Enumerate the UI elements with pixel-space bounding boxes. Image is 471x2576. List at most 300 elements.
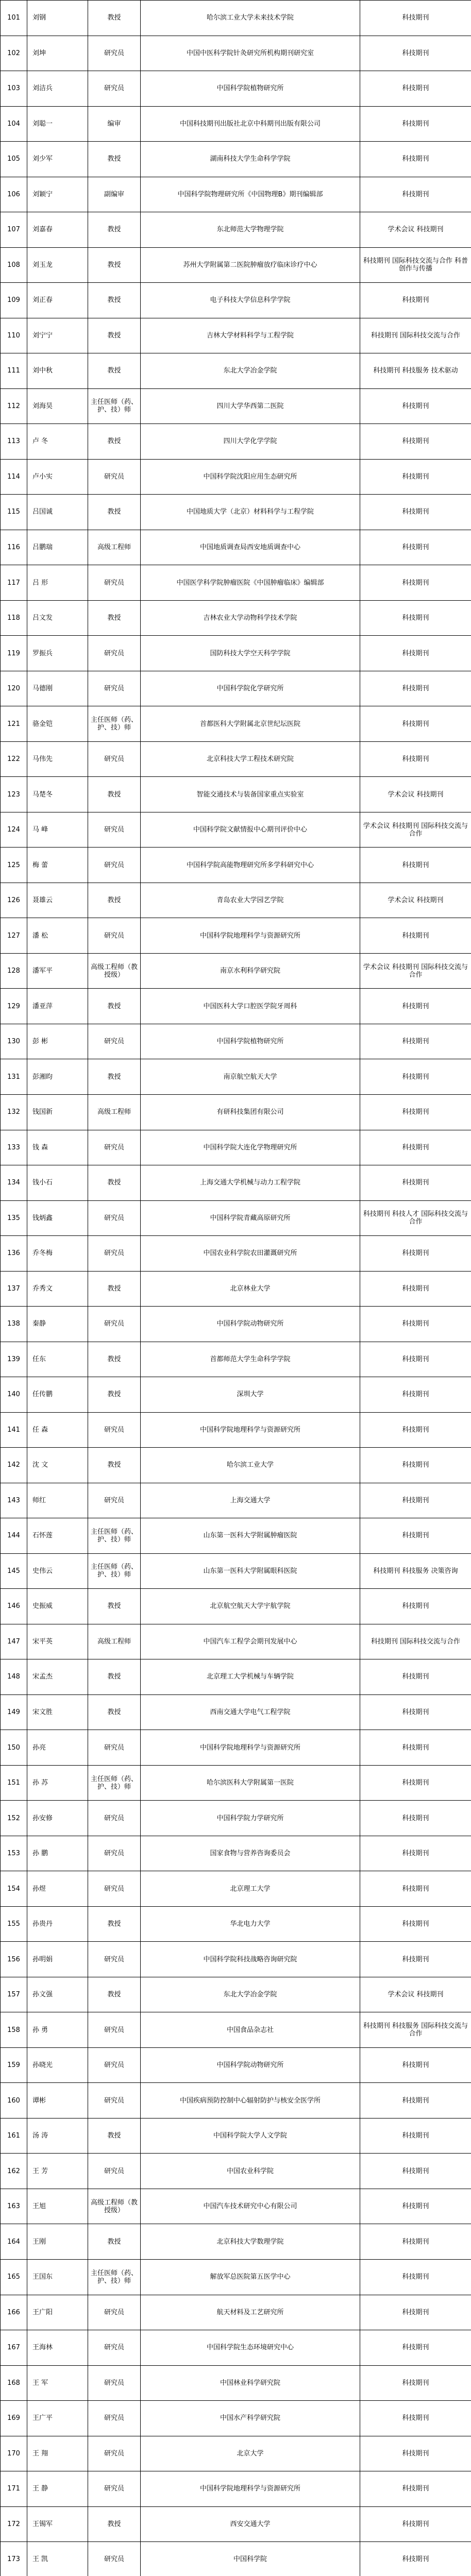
cell-dir: 科技期刊 [360, 1518, 471, 1554]
cell-unit: 中国科学院大学人文学院 [141, 2118, 360, 2154]
cell-dir: 科技期刊 [360, 1165, 471, 1201]
cell-unit: 中国地质大学（北京）材料科学与工程学院 [141, 495, 360, 530]
cell-dir: 科技期刊 [360, 2083, 471, 2119]
cell-name: 任 森 [27, 1412, 88, 1448]
cell-dir: 科技期刊 国际科技交流与合作 [360, 1624, 471, 1659]
cell-dir: 科技期刊 [360, 2436, 471, 2471]
cell-no: 172 [1, 2506, 27, 2542]
cell-no: 155 [1, 1906, 27, 1942]
table-row [1, 883, 471, 918]
cell-unit: 国家食物与营养咨询委员会 [141, 1836, 360, 1871]
table-row [1, 142, 471, 177]
cell-name: 马楚冬 [27, 777, 88, 812]
cell-title: 研究员 [88, 2330, 141, 2366]
cell-name: 钱小石 [27, 1165, 88, 1201]
cell-title: 教授 [88, 777, 141, 812]
cell-title: 研究员 [88, 1024, 141, 1059]
table-row [1, 1589, 471, 1624]
cell-unit: 北京科技大学工程技术研究院 [141, 741, 360, 777]
cell-name: 彭 彬 [27, 1024, 88, 1059]
cell-name: 聂雄云 [27, 883, 88, 918]
cell-unit: 哈尔滨工业大学未来技术学院 [141, 1, 360, 36]
cell-unit: 中国科学院地理科学与资源研究所 [141, 1730, 360, 1766]
table-row [1, 1765, 471, 1801]
cell-dir: 学术会议 科技期刊 [360, 1977, 471, 2012]
cell-name: 钱炳鑫 [27, 1200, 88, 1236]
cell-unit: 中国医科大学口腔医学院牙周科 [141, 989, 360, 1024]
cell-dir: 科技期刊 [360, 1765, 471, 1801]
cell-dir: 科技期刊 [360, 530, 471, 565]
cell-title: 主任医师（药、护、技）师 [88, 1518, 141, 1554]
cell-unit: 深圳大学 [141, 1377, 360, 1413]
cell-dir: 科技期刊 [360, 918, 471, 954]
cell-no: 108 [1, 247, 27, 283]
cell-dir: 科技期刊 科技服务 决策咨询 [360, 1553, 471, 1589]
cell-name: 宋文胜 [27, 1694, 88, 1730]
cell-unit: 湖南科技大学生命科学学院 [141, 142, 360, 177]
cell-no: 157 [1, 1977, 27, 2012]
cell-no: 126 [1, 883, 27, 918]
cell-title: 教授 [88, 283, 141, 318]
cell-title: 高级工程师 [88, 1624, 141, 1659]
cell-title: 研究员 [88, 2542, 141, 2576]
cell-unit: 苏州大学附属第二医院肿瘤放疗临床诊疗中心 [141, 247, 360, 283]
cell-name: 乔冬梅 [27, 1236, 88, 1272]
table-row [1, 2295, 471, 2330]
cell-name: 刘正春 [27, 283, 88, 318]
cell-name: 马德刚 [27, 671, 88, 706]
cell-unit: 中国林业科学研究院 [141, 2365, 360, 2401]
cell-name: 任东 [27, 1342, 88, 1377]
cell-unit: 中国农业科学院农田灌溉研究所 [141, 1236, 360, 1272]
cell-title: 教授 [88, 1448, 141, 1483]
table-row [1, 1271, 471, 1307]
cell-no: 143 [1, 1483, 27, 1518]
cell-unit: 青岛农业大学园艺学院 [141, 883, 360, 918]
cell-unit: 东北大学冶金学院 [141, 1977, 360, 2012]
cell-dir: 科技期刊 [360, 1730, 471, 1766]
cell-title: 研究员 [88, 565, 141, 601]
cell-dir: 科技期刊 [360, 2471, 471, 2507]
cell-no: 112 [1, 388, 27, 424]
cell-unit: 中国科学院动物研究所 [141, 2047, 360, 2083]
cell-title: 研究员 [88, 2295, 141, 2330]
cell-no: 150 [1, 1730, 27, 1766]
table-row [1, 989, 471, 1024]
table-row [1, 2012, 471, 2048]
cell-title: 编审 [88, 106, 141, 142]
cell-title: 研究员 [88, 2471, 141, 2507]
cell-no: 132 [1, 1094, 27, 1130]
cell-title: 副编审 [88, 177, 141, 212]
cell-no: 136 [1, 1236, 27, 1272]
cell-dir: 科技期刊 [360, 2365, 471, 2401]
cell-unit: 哈尔滨医科大学附属第一医院 [141, 1765, 360, 1801]
cell-name: 宋平英 [27, 1624, 88, 1659]
cell-unit: 南京航空航天大学 [141, 1059, 360, 1095]
cell-unit: 中国科学院大连化学物理研究所 [141, 1130, 360, 1165]
cell-no: 162 [1, 2154, 27, 2189]
cell-unit: 中国科学院科技战略咨询研究院 [141, 1942, 360, 1977]
cell-title: 研究员 [88, 1483, 141, 1518]
cell-name: 孙 鹏 [27, 1836, 88, 1871]
cell-name: 刘少军 [27, 142, 88, 177]
cell-no: 171 [1, 2471, 27, 2507]
cell-no: 124 [1, 812, 27, 848]
table-row [1, 636, 471, 671]
cell-no: 173 [1, 2542, 27, 2576]
cell-title: 教授 [88, 600, 141, 636]
cell-dir: 科技期刊 [360, 1271, 471, 1307]
cell-dir: 科技期刊 国际科技交流与合作 [360, 318, 471, 353]
table-row [1, 106, 471, 142]
cell-name: 孙 勇 [27, 2012, 88, 2048]
cell-dir: 科技期刊 [360, 1483, 471, 1518]
cell-unit: 解放军总医院第五医学中心 [141, 2260, 360, 2295]
cell-dir: 科技期刊 [360, 2260, 471, 2295]
cell-name: 石怀莲 [27, 1518, 88, 1554]
cell-dir: 科技期刊 [360, 495, 471, 530]
cell-unit: 中国科学院 [141, 2542, 360, 2576]
cell-dir: 科技期刊 [360, 2542, 471, 2576]
cell-dir: 科技期刊 [360, 2506, 471, 2542]
cell-no: 121 [1, 706, 27, 742]
cell-no: 118 [1, 600, 27, 636]
cell-dir: 科技期刊 [360, 1871, 471, 1907]
cell-name: 王海林 [27, 2330, 88, 2366]
cell-title: 研究员 [88, 1412, 141, 1448]
cell-no: 105 [1, 142, 27, 177]
table-row [1, 1801, 471, 1836]
cell-no: 137 [1, 1271, 27, 1307]
table-row [1, 2401, 471, 2436]
table-row [1, 2189, 471, 2224]
cell-dir: 科技期刊 [360, 565, 471, 601]
cell-title: 教授 [88, 318, 141, 353]
cell-unit: 中国科学院动物研究所 [141, 1307, 360, 1342]
cell-name: 王 凯 [27, 2542, 88, 2576]
cell-title: 研究员 [88, 2083, 141, 2119]
cell-no: 148 [1, 1659, 27, 1695]
table-row [1, 283, 471, 318]
cell-name: 孙煜 [27, 1871, 88, 1907]
table-row [1, 741, 471, 777]
table-row [1, 177, 471, 212]
cell-title: 教授 [88, 424, 141, 460]
cell-unit: 中国科学院力学研究所 [141, 1801, 360, 1836]
cell-no: 133 [1, 1130, 27, 1165]
cell-dir: 科技期刊 [360, 283, 471, 318]
cell-no: 134 [1, 1165, 27, 1201]
cell-no: 165 [1, 2260, 27, 2295]
cell-name: 吕鹏瑞 [27, 530, 88, 565]
table-row [1, 2365, 471, 2401]
cell-no: 140 [1, 1377, 27, 1413]
cell-no: 151 [1, 1765, 27, 1801]
table-row [1, 459, 471, 495]
cell-name: 秦静 [27, 1307, 88, 1342]
cell-title: 研究员 [88, 459, 141, 495]
cell-name: 钱国新 [27, 1094, 88, 1130]
cell-dir: 科技期刊 国际科技交流与合作 科普创作与传播 [360, 247, 471, 283]
cell-name: 王 芳 [27, 2154, 88, 2189]
cell-name: 王旭 [27, 2189, 88, 2224]
cell-no: 111 [1, 353, 27, 389]
cell-dir: 学术会议 科技期刊 [360, 212, 471, 248]
cell-no: 101 [1, 1, 27, 36]
cell-no: 160 [1, 2083, 27, 2119]
cell-unit: 中国科技期刊出版社北京中科期刊出版有限公司 [141, 106, 360, 142]
cell-unit: 中国食品杂志社 [141, 2012, 360, 2048]
table-row [1, 1094, 471, 1130]
cell-title: 高级工程师（教授级） [88, 953, 141, 989]
cell-unit: 北京理工大学机械与车辆学院 [141, 1659, 360, 1695]
cell-title: 教授 [88, 1342, 141, 1377]
cell-no: 139 [1, 1342, 27, 1377]
cell-dir: 科技期刊 [360, 71, 471, 107]
table-row [1, 1024, 471, 1059]
cell-no: 146 [1, 1589, 27, 1624]
cell-name: 王锡军 [27, 2506, 88, 2542]
cell-title: 研究员 [88, 1200, 141, 1236]
cell-dir: 科技期刊 [360, 177, 471, 212]
table-row [1, 2154, 471, 2189]
cell-title: 教授 [88, 1377, 141, 1413]
cell-name: 孙亮 [27, 1730, 88, 1766]
table-row [1, 1130, 471, 1165]
cell-unit: 中国水产科学研究院 [141, 2401, 360, 2436]
cell-name: 王 翔 [27, 2436, 88, 2471]
cell-name: 刘玉龙 [27, 247, 88, 283]
cell-unit: 中国农业科学院 [141, 2154, 360, 2189]
cell-title: 教授 [88, 1694, 141, 1730]
cell-name: 吕 形 [27, 565, 88, 601]
cell-dir: 科技期刊 [360, 388, 471, 424]
cell-title: 研究员 [88, 812, 141, 848]
cell-title: 研究员 [88, 1307, 141, 1342]
cell-dir: 科技期刊 [360, 1906, 471, 1942]
cell-name: 任传鹏 [27, 1377, 88, 1413]
cell-unit: 华北电力大学 [141, 1906, 360, 1942]
cell-no: 120 [1, 671, 27, 706]
table-row [1, 1342, 471, 1377]
cell-dir: 科技期刊 科技人才 国际科技交流与合作 [360, 1200, 471, 1236]
cell-title: 教授 [88, 353, 141, 389]
cell-unit: 中国科学院地理科学与资源研究所 [141, 918, 360, 954]
cell-unit: 北京科技大学数理学院 [141, 2224, 360, 2260]
cell-no: 170 [1, 2436, 27, 2471]
cell-dir: 科技期刊 [360, 848, 471, 883]
cell-title: 教授 [88, 1906, 141, 1942]
table-row [1, 1448, 471, 1483]
cell-unit: 四川大学华西第二医院 [141, 388, 360, 424]
cell-no: 166 [1, 2295, 27, 2330]
cell-dir: 科技期刊 [360, 2401, 471, 2436]
table-row [1, 1483, 471, 1518]
cell-title: 教授 [88, 1165, 141, 1201]
cell-no: 138 [1, 1307, 27, 1342]
cell-title: 研究员 [88, 636, 141, 671]
cell-no: 142 [1, 1448, 27, 1483]
cell-unit: 中国科学院化学研究所 [141, 671, 360, 706]
cell-dir: 科技期刊 [360, 2154, 471, 2189]
cell-name: 马 峰 [27, 812, 88, 848]
cell-unit: 北京理工大学 [141, 1871, 360, 1907]
table-row [1, 318, 471, 353]
cell-dir: 科技期刊 [360, 1307, 471, 1342]
table-row [1, 565, 471, 601]
cell-title: 教授 [88, 2118, 141, 2154]
cell-name: 孙明娟 [27, 1942, 88, 1977]
cell-dir: 科技期刊 [360, 706, 471, 742]
table-row [1, 1553, 471, 1589]
cell-title: 研究员 [88, 71, 141, 107]
cell-name: 乔秀文 [27, 1271, 88, 1307]
cell-dir: 科技期刊 科技服务 国际科技交流与合作 [360, 2012, 471, 2048]
table-row [1, 388, 471, 424]
cell-title: 研究员 [88, 918, 141, 954]
cell-no: 163 [1, 2189, 27, 2224]
cell-title: 研究员 [88, 1130, 141, 1165]
cell-unit: 中国科学院沈阳应用生态研究所 [141, 459, 360, 495]
cell-name: 孙 苏 [27, 1765, 88, 1801]
cell-title: 研究员 [88, 1836, 141, 1871]
cell-name: 潘 松 [27, 918, 88, 954]
table-row [1, 1624, 471, 1659]
cell-no: 159 [1, 2047, 27, 2083]
cell-name: 刘颖宁 [27, 177, 88, 212]
cell-title: 研究员 [88, 2047, 141, 2083]
table-row [1, 2542, 471, 2576]
table-row [1, 671, 471, 706]
cell-unit: 中国科学院青藏高原研究所 [141, 1200, 360, 1236]
cell-name: 师红 [27, 1483, 88, 1518]
cell-title: 研究员 [88, 2436, 141, 2471]
cell-name: 刘中秋 [27, 353, 88, 389]
cell-no: 114 [1, 459, 27, 495]
cell-unit: 四川大学化学学院 [141, 424, 360, 460]
cell-name: 宋孟杰 [27, 1659, 88, 1695]
cell-name: 刘钢 [27, 1, 88, 36]
cell-title: 研究员 [88, 741, 141, 777]
cell-unit: 中国科学院地理科学与资源研究所 [141, 2471, 360, 2507]
cell-no: 123 [1, 777, 27, 812]
cell-unit: 上海交通大学机械与动力工程学院 [141, 1165, 360, 1201]
cell-unit: 西南交通大学电气工程学院 [141, 1694, 360, 1730]
cell-dir: 科技期刊 [360, 1694, 471, 1730]
table-row [1, 918, 471, 954]
cell-name: 王 静 [27, 2471, 88, 2507]
cell-no: 158 [1, 2012, 27, 2048]
cell-dir: 科技期刊 [360, 1377, 471, 1413]
cell-title: 教授 [88, 495, 141, 530]
cell-no: 119 [1, 636, 27, 671]
cell-name: 刘坤 [27, 36, 88, 71]
cell-dir: 科技期刊 [360, 1589, 471, 1624]
cell-title: 研究员 [88, 1871, 141, 1907]
table-row [1, 2047, 471, 2083]
cell-title: 研究员 [88, 2154, 141, 2189]
cell-no: 169 [1, 2401, 27, 2436]
cell-dir: 科技期刊 [360, 1094, 471, 1130]
table-row [1, 1412, 471, 1448]
cell-dir: 科技期刊 [360, 989, 471, 1024]
table-row [1, 1871, 471, 1907]
cell-name: 吕文发 [27, 600, 88, 636]
cell-no: 122 [1, 741, 27, 777]
cell-dir: 科技期刊 [360, 1659, 471, 1695]
cell-no: 128 [1, 953, 27, 989]
cell-no: 152 [1, 1801, 27, 1836]
table-row [1, 848, 471, 883]
cell-dir: 科技期刊 [360, 142, 471, 177]
cell-unit: 中国科学院植物研究所 [141, 71, 360, 107]
cell-dir: 科技期刊 [360, 741, 471, 777]
cell-unit: 中国中医科学院针灸研究所机构期刊研究室 [141, 36, 360, 71]
table-row [1, 530, 471, 565]
cell-no: 164 [1, 2224, 27, 2260]
table-row [1, 1059, 471, 1095]
cell-title: 教授 [88, 1977, 141, 2012]
cell-unit: 中国科学院高能物理研究所多学科研究中心 [141, 848, 360, 883]
cell-no: 113 [1, 424, 27, 460]
table-row [1, 1836, 471, 1871]
cell-dir: 学术会议 科技期刊 [360, 883, 471, 918]
cell-name: 潘军平 [27, 953, 88, 989]
table-row [1, 953, 471, 989]
table-row [1, 424, 471, 460]
cell-title: 研究员 [88, 2401, 141, 2436]
cell-dir: 科技期刊 [360, 2330, 471, 2366]
cell-title: 研究员 [88, 1730, 141, 1766]
cell-name: 王刚 [27, 2224, 88, 2260]
cell-dir: 科技期刊 [360, 459, 471, 495]
cell-unit: 西安交通大学 [141, 2506, 360, 2542]
cell-dir: 科技期刊 [360, 2047, 471, 2083]
cell-no: 104 [1, 106, 27, 142]
table-row [1, 1377, 471, 1413]
table-row [1, 1694, 471, 1730]
cell-name: 史伟云 [27, 1553, 88, 1589]
cell-name: 汤 涛 [27, 2118, 88, 2154]
cell-name: 卢小实 [27, 459, 88, 495]
cell-name: 卢 冬 [27, 424, 88, 460]
cell-dir: 科技期刊 [360, 1448, 471, 1483]
table-row [1, 2471, 471, 2507]
cell-unit: 中国科学院植物研究所 [141, 1024, 360, 1059]
cell-unit: 航天材料及工艺研究所 [141, 2295, 360, 2330]
cell-name: 刘嘉春 [27, 212, 88, 248]
cell-dir: 科技期刊 [360, 2189, 471, 2224]
cell-title: 研究员 [88, 848, 141, 883]
cell-name: 刘聪一 [27, 106, 88, 142]
cell-no: 102 [1, 36, 27, 71]
cell-title: 研究员 [88, 1942, 141, 1977]
table-row [1, 36, 471, 71]
table-row [1, 600, 471, 636]
table-row [1, 777, 471, 812]
cell-dir: 学术会议 科技期刊 [360, 777, 471, 812]
table-row [1, 1, 471, 36]
table-row [1, 1942, 471, 1977]
cell-unit: 南京水利科学研究院 [141, 953, 360, 989]
cell-dir: 科技期刊 [360, 1236, 471, 1272]
table-row [1, 706, 471, 742]
cell-no: 107 [1, 212, 27, 248]
cell-title: 教授 [88, 247, 141, 283]
cell-title: 教授 [88, 1659, 141, 1695]
cell-name: 王广平 [27, 2401, 88, 2436]
